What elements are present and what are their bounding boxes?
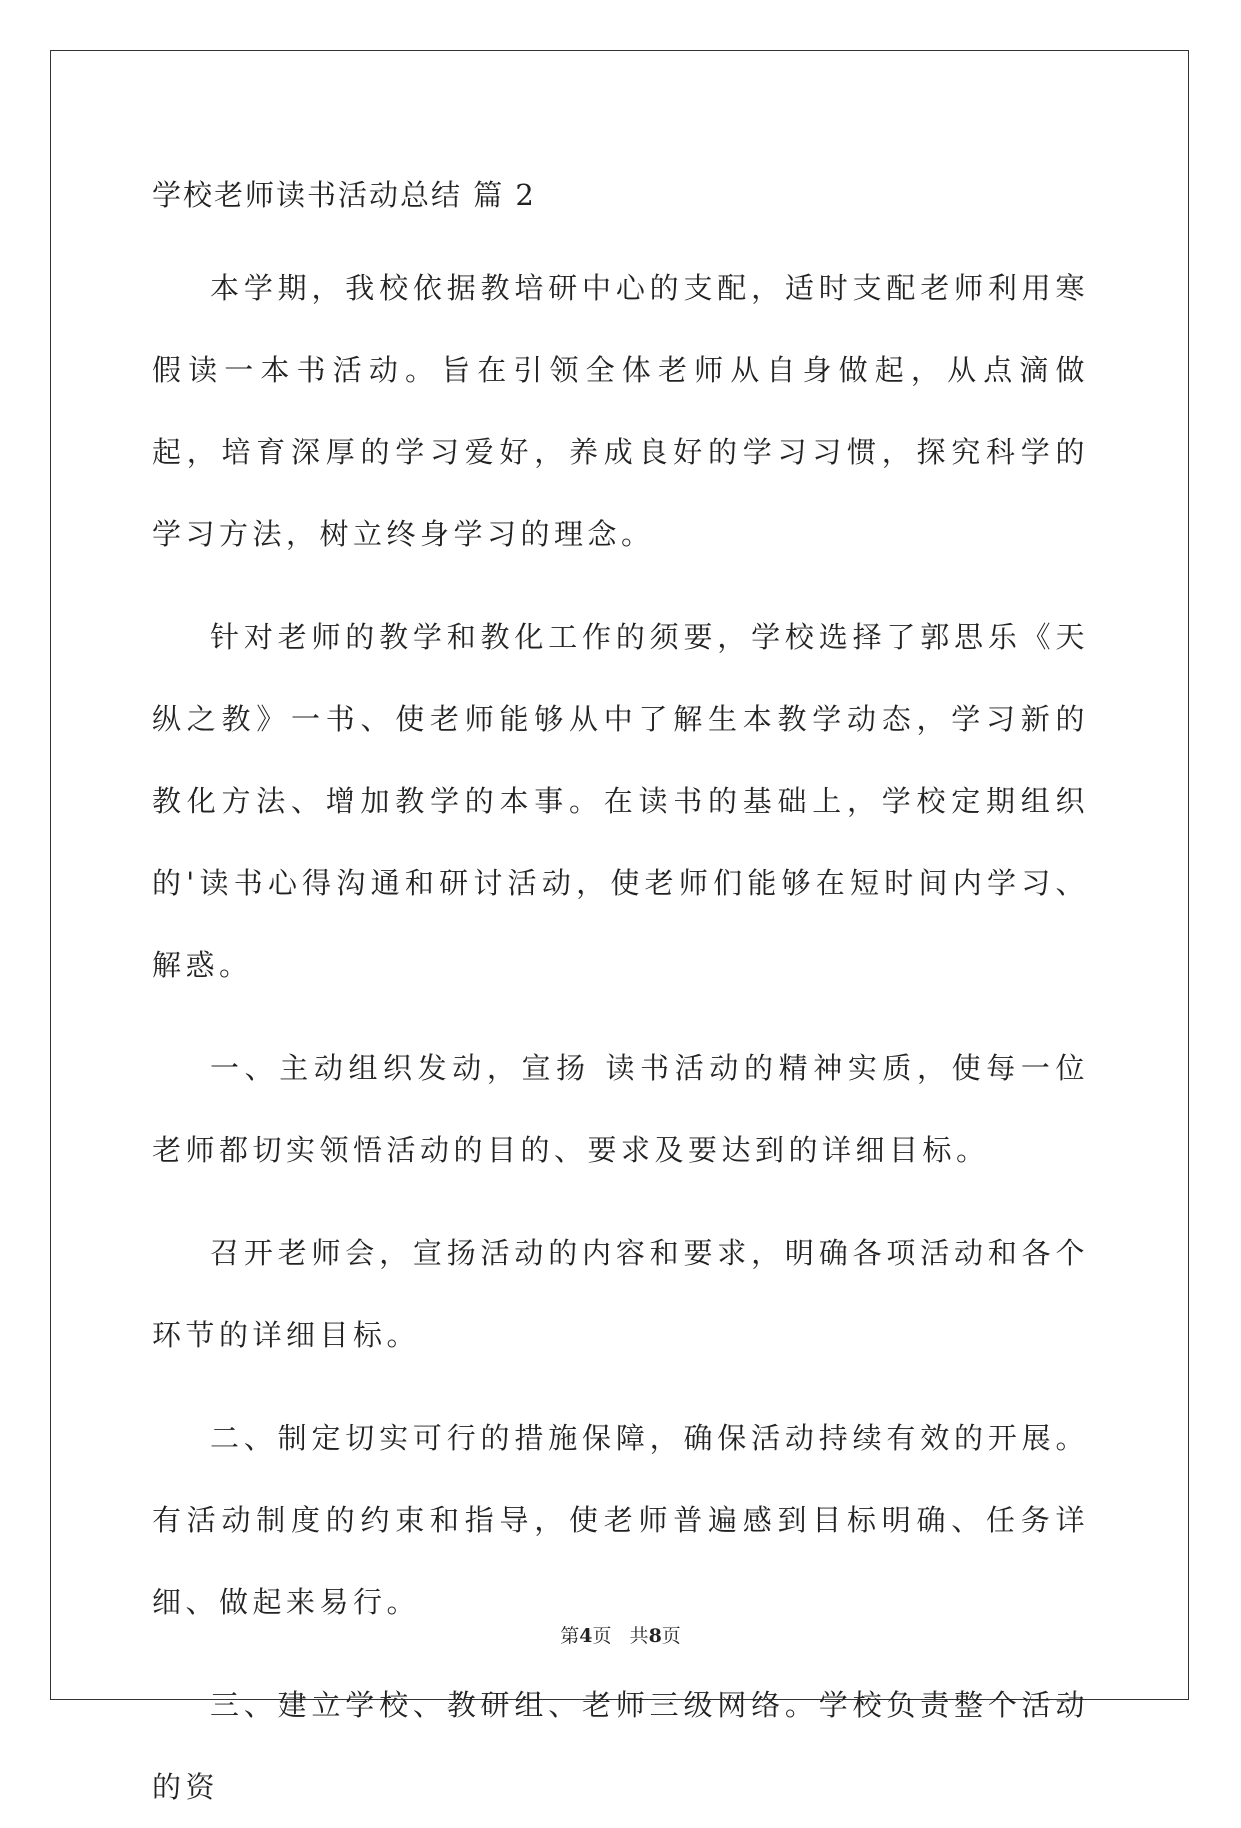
total-page-number: 8: [648, 1625, 662, 1647]
paragraph-4: 召开老师会，宣扬活动的内容和要求，明确各项活动和各个环节的详细目标。: [152, 1236, 1089, 1352]
footer-prefix: 第: [560, 1625, 580, 1647]
paragraph-2: 针对老师的教学和教化工作的须要，学校选择了郭思乐《天纵之教》一书、使老师能够从中了解生本教学动态，学习新的教化方法、增加教学的本事。在读书的基础上，学校定期组织的'读书心得沟通和研讨活动，使老师们能够在短时间内学习、解惑。: [152, 620, 1089, 982]
current-page-number: 4: [579, 1625, 593, 1647]
document-body: [152, 165, 1089, 1828]
footer-suffix: 页: [661, 1625, 681, 1647]
document-title: 学校老师读书活动总结 篇 2: [152, 178, 536, 212]
paragraph-5: 二、制定切实可行的措施保障，确保活动持续有效的开展。有活动制度的约束和指导，使老师普遍感到目标明确、任务详细、做起来易行。: [152, 1421, 1089, 1619]
paragraph-6: 三、建立学校、教研组、老师三级网络。学校负责整个活动的资: [152, 1688, 1089, 1804]
page-footer: [0, 1622, 1241, 1650]
paragraph-3: 一、主动组织发动，宣扬 读书活动的精神实质，使每一位老师都切实领悟活动的目的、要求及要达到的详细目标。: [152, 1051, 1089, 1167]
footer-middle: 页 共: [592, 1625, 649, 1647]
paragraph-1: 本学期，我校依据教培研中心的支配，适时支配老师利用寒假读一本书活动。旨在引领全体老师从自身做起，从点滴做起，培育深厚的学习爱好，养成良好的学习习惯，探究科学的学习方法，树立终身学习的理念。: [152, 271, 1089, 551]
